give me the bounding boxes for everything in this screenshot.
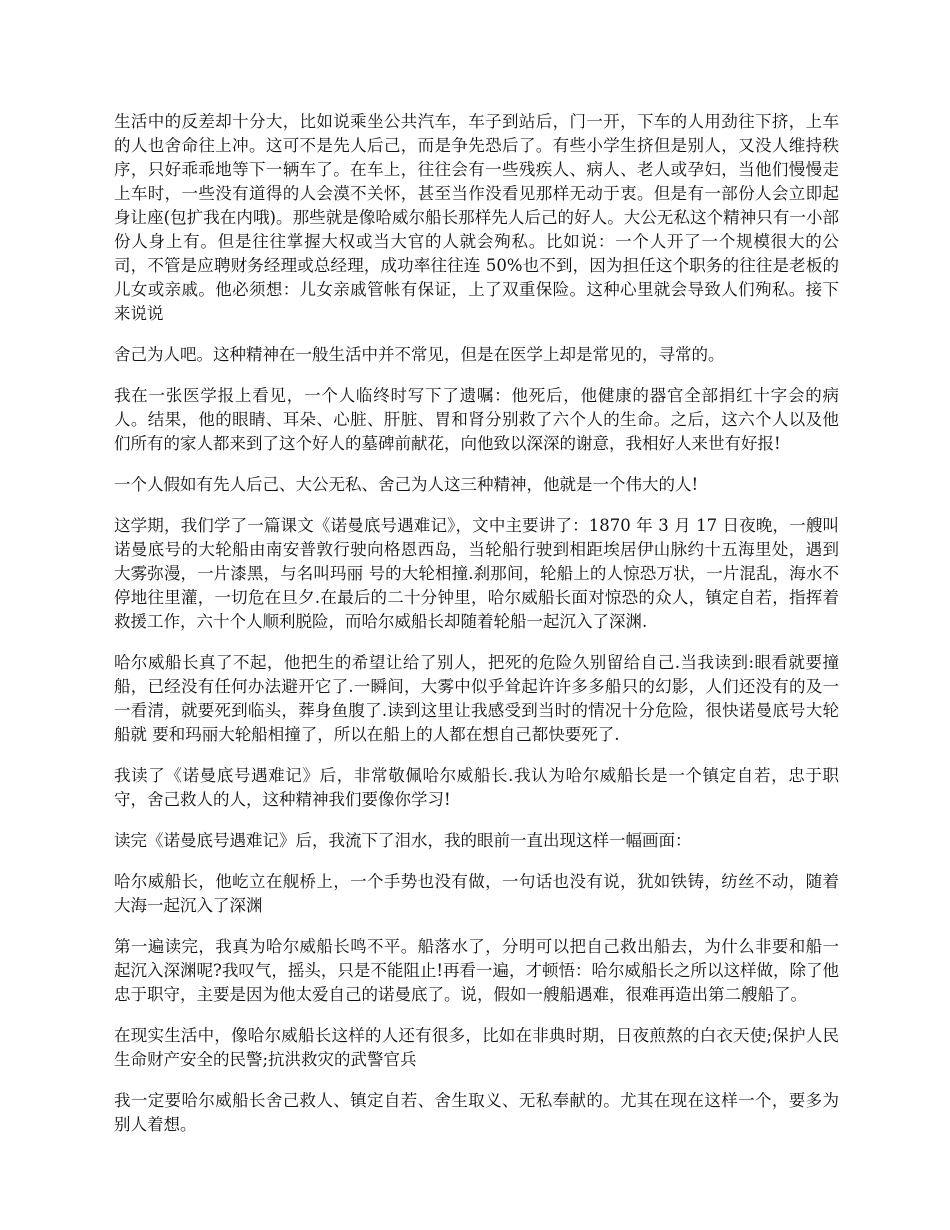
paragraph: 一个人假如有先人后己、大公无私、舍己为人这三种精神，他就是一个伟大的人! bbox=[114, 475, 699, 494]
paragraph: 哈尔威船长真了不起，他把生的希望让给了别人，把死的危险久别留给自己.当我读到:眼看就要撞船，已经没有任何办法避开它了.一瞬间，大雾中似乎耸起许许多多船只的幻影，人们还没有的及一一看清，就要死到临头，葬身鱼腹了.读到这里让我感受到当时的情况十分危险，很快诺曼底号大轮船就 要和玛丽大轮船相撞了，所以在船上的人都在想自己都快要死了. bbox=[114, 653, 839, 744]
paragraph: 我在一张医学报上看见，一个人临终时写下了遗嘱：他死后，他健康的器官全部捐红十字会的病人。结果，他的眼睛、耳朵、心脏、肝脏、胃和肾分别救了六个人的生命。之后，这六个人以及他们所有的家人都来到了这个好人的墓碑前献花，向他致以深深的谢意，我相好人来世有好报! bbox=[114, 386, 839, 453]
paragraph: 我一定要哈尔威船长舍己救人、镇定自若、舍生取义、无私奉献的。尤其在现在这样一个，要多为别人着想。 bbox=[114, 1091, 839, 1134]
paragraph: 哈尔威船长，他屹立在舰桥上，一个手势也没有做，一句话也没有说，犹如铁铸，纺丝不动，随着大海一起沉入了深渊 bbox=[114, 872, 839, 915]
paragraph: 这学期，我们学了一篇课文《诺曼底号遇难记》，文中主要讲了：1870 年 3 月 17 日夜晚，一艘叫诺曼底号的大轮船由南安普敦行驶向格恩西岛，当轮船行驶到相距埃居伊山脉约十五海里处，遇到大雾弥漫，一片漆黑，与名叫玛丽 号的大轮相撞.刹那间，轮船上的人惊恐万状，一片混乱，海水不停地往里灌，一切危在旦夕.在最后的二十分钟里，哈尔威船长面对惊恐的众人，镇定自若，指挥着救援工作，六十个人顺利脱险，而哈尔威船长却随着轮船一起沉入了深渊. bbox=[114, 516, 839, 631]
paragraph: 生活中的反差却十分大，比如说乘坐公共汽车，车子到站后，门一开，下车的人用劲往下挤，上车的人也舍命往上冲。这可不是先人后己，而是争先恐后了。有些小学生挤但是别人，又没人维持秩序，只好乖乖地等下一辆车了。在车上，往往会有一些残疾人、病人、老人或孕妇，当他们慢慢走上车时，一些没有道得的人会漠不关怀，甚至当作没看见那样无动于衷。但是有一部份人会立即起身让座(包扩我在内哦)。那些就是像哈威尔船长那样先人后己的好人。大公无私这个精神只有一小部份人身上有。但是往往掌握大权或当大官的人就会殉私。比如说：一个人开了一个规模很大的公司，不管是应聘财务经理或总经理，成功率往往连 50%也不到，因为担任这个职务的往往是老板的儿女或亲戚。他必须想：儿女亲戚管帐有保证，上了双重保险。这种心里就会导致人们殉私。接下来说说 bbox=[114, 112, 839, 323]
paragraph: 在现实生活中，像哈尔威船长这样的人还有很多，比如在非典时期，日夜煎熬的白衣天使;保护人民生命财产安全的民警;抗洪救灾的武警官兵 bbox=[114, 1026, 839, 1069]
paragraph: 读完《诺曼底号遇难记》后，我流下了泪水，我的眼前一直出现这样一幅画面： bbox=[114, 831, 692, 850]
document-body bbox=[114, 110, 839, 1154]
paragraph: 我读了《诺曼底号遇难记》后，非常敬佩哈尔威船长.我认为哈尔威船长是一个镇定自若，忠于职守，舍己救人的人，这种精神我们要像你学习! bbox=[114, 766, 839, 809]
paragraph: 舍己为人吧。这种精神在一般生活中并不常见，但是在医学上却是常见的，寻常的。 bbox=[114, 345, 725, 364]
paragraph: 第一遍读完，我真为哈尔威船长鸣不平。船落水了，分明可以把自己救出船去，为什么非要和船一起沉入深渊呢?我叹气，摇头，只是不能阻止!再看一遍，才顿悟：哈尔威船长之所以这样做，除了他忠于职守，主要是因为他太爱自己的诺曼底了。说，假如一艘船遇难，很难再造出第二艘船了。 bbox=[114, 937, 839, 1004]
